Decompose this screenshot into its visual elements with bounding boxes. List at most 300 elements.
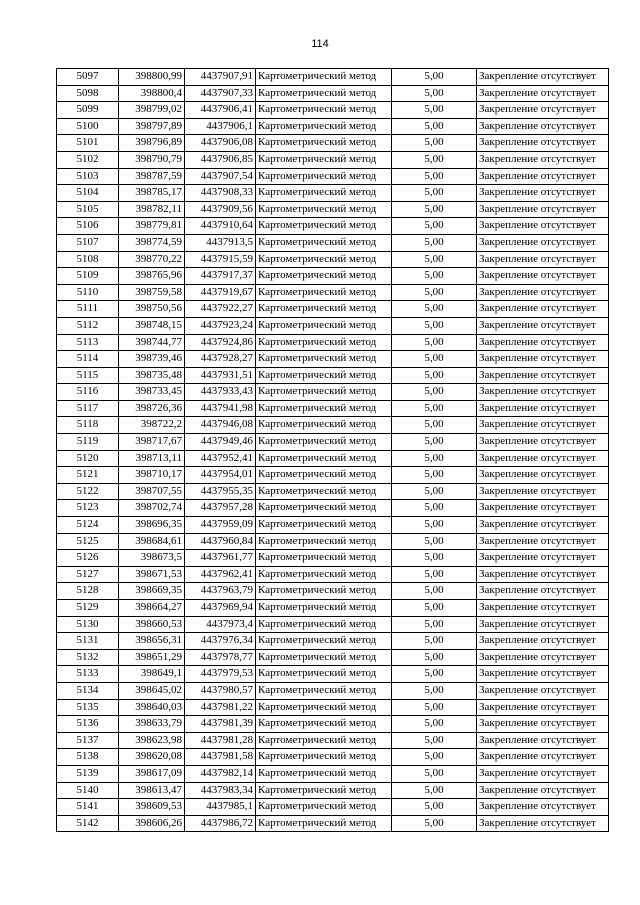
y-coordinate-cell: 4437946,08 [185, 417, 256, 434]
fixing-cell: Закрепление отсутствует [477, 317, 609, 334]
method-cell: Картометрический метод [256, 716, 392, 733]
accuracy-cell: 5,00 [392, 799, 477, 816]
x-coordinate-cell: 398735,48 [119, 367, 185, 384]
y-coordinate-cell: 4437907,33 [185, 85, 256, 102]
point-number-cell: 5112 [57, 317, 119, 334]
accuracy-cell: 5,00 [392, 483, 477, 500]
x-coordinate-cell: 398722,2 [119, 417, 185, 434]
table-row [57, 765, 609, 782]
method-cell: Картометрический метод [256, 284, 392, 301]
table-row [57, 334, 609, 351]
table-row [57, 85, 609, 102]
point-number-cell: 5122 [57, 483, 119, 500]
y-coordinate-cell: 4437969,94 [185, 600, 256, 617]
x-coordinate-cell: 398765,96 [119, 268, 185, 285]
fixing-cell: Закрепление отсутствует [477, 566, 609, 583]
method-cell: Картометрический метод [256, 384, 392, 401]
fixing-cell: Закрепление отсутствует [477, 583, 609, 600]
table-row [57, 633, 609, 650]
x-coordinate-cell: 398759,58 [119, 284, 185, 301]
fixing-cell: Закрепление отсутствует [477, 384, 609, 401]
accuracy-cell: 5,00 [392, 500, 477, 517]
table-row [57, 616, 609, 633]
point-number-cell: 5142 [57, 815, 119, 832]
x-coordinate-cell: 398790,79 [119, 151, 185, 168]
y-coordinate-cell: 4437906,08 [185, 135, 256, 152]
x-coordinate-cell: 398669,35 [119, 583, 185, 600]
fixing-cell: Закрепление отсутствует [477, 699, 609, 716]
x-coordinate-cell: 398645,02 [119, 682, 185, 699]
method-cell: Картометрический метод [256, 151, 392, 168]
point-number-cell: 5111 [57, 301, 119, 318]
table-row [57, 483, 609, 500]
point-number-cell: 5103 [57, 168, 119, 185]
method-cell: Картометрический метод [256, 633, 392, 650]
fixing-cell: Закрепление отсутствует [477, 483, 609, 500]
method-cell: Картометрический метод [256, 268, 392, 285]
fixing-cell: Закрепление отсутствует [477, 666, 609, 683]
y-coordinate-cell: 4437928,27 [185, 351, 256, 368]
point-number-cell: 5108 [57, 251, 119, 268]
fixing-cell: Закрепление отсутствует [477, 69, 609, 86]
accuracy-cell: 5,00 [392, 317, 477, 334]
accuracy-cell: 5,00 [392, 467, 477, 484]
y-coordinate-cell: 4437960,84 [185, 533, 256, 550]
point-number-cell: 5133 [57, 666, 119, 683]
table-row [57, 367, 609, 384]
accuracy-cell: 5,00 [392, 815, 477, 832]
accuracy-cell: 5,00 [392, 102, 477, 119]
fixing-cell: Закрепление отсутствует [477, 616, 609, 633]
point-number-cell: 5106 [57, 218, 119, 235]
y-coordinate-cell: 4437981,58 [185, 749, 256, 766]
x-coordinate-cell: 398774,59 [119, 234, 185, 251]
y-coordinate-cell: 4437924,86 [185, 334, 256, 351]
y-coordinate-cell: 4437952,41 [185, 450, 256, 467]
point-number-cell: 5140 [57, 782, 119, 799]
page-number: 114 [311, 38, 329, 50]
accuracy-cell: 5,00 [392, 234, 477, 251]
point-number-cell: 5129 [57, 600, 119, 617]
table-row [57, 467, 609, 484]
fixing-cell: Закрепление отсутствует [477, 732, 609, 749]
fixing-cell: Закрепление отсутствует [477, 799, 609, 816]
method-cell: Картометрический метод [256, 467, 392, 484]
y-coordinate-cell: 4437985,1 [185, 799, 256, 816]
table-body [57, 69, 609, 832]
x-coordinate-cell: 398782,11 [119, 201, 185, 218]
point-number-cell: 5118 [57, 417, 119, 434]
y-coordinate-cell: 4437909,56 [185, 201, 256, 218]
x-coordinate-cell: 398750,56 [119, 301, 185, 318]
table-row [57, 234, 609, 251]
y-coordinate-cell: 4437906,85 [185, 151, 256, 168]
point-number-cell: 5132 [57, 649, 119, 666]
method-cell: Картометрический метод [256, 301, 392, 318]
table-row [57, 400, 609, 417]
x-coordinate-cell: 398640,03 [119, 699, 185, 716]
table-row [57, 69, 609, 86]
accuracy-cell: 5,00 [392, 268, 477, 285]
y-coordinate-cell: 4437959,09 [185, 517, 256, 534]
method-cell: Картометрический метод [256, 334, 392, 351]
table-row [57, 201, 609, 218]
fixing-cell: Закрепление отсутствует [477, 550, 609, 567]
y-coordinate-cell: 4437915,59 [185, 251, 256, 268]
x-coordinate-cell: 398684,61 [119, 533, 185, 550]
x-coordinate-cell: 398660,53 [119, 616, 185, 633]
fixing-cell: Закрепление отсутствует [477, 682, 609, 699]
fixing-cell: Закрепление отсутствует [477, 716, 609, 733]
method-cell: Картометрический метод [256, 400, 392, 417]
point-number-cell: 5098 [57, 85, 119, 102]
method-cell: Картометрический метод [256, 500, 392, 517]
point-number-cell: 5099 [57, 102, 119, 119]
y-coordinate-cell: 4437981,28 [185, 732, 256, 749]
accuracy-cell: 5,00 [392, 749, 477, 766]
point-number-cell: 5128 [57, 583, 119, 600]
point-number-cell: 5130 [57, 616, 119, 633]
accuracy-cell: 5,00 [392, 284, 477, 301]
table-row [57, 517, 609, 534]
table-row [57, 566, 609, 583]
fixing-cell: Закрепление отсутствует [477, 450, 609, 467]
method-cell: Картометрический метод [256, 533, 392, 550]
method-cell: Картометрический метод [256, 583, 392, 600]
accuracy-cell: 5,00 [392, 583, 477, 600]
fixing-cell: Закрепление отсутствует [477, 135, 609, 152]
fixing-cell: Закрепление отсутствует [477, 118, 609, 135]
y-coordinate-cell: 4437913,5 [185, 234, 256, 251]
fixing-cell: Закрепление отсутствует [477, 185, 609, 202]
table-row [57, 682, 609, 699]
y-coordinate-cell: 4437973,4 [185, 616, 256, 633]
y-coordinate-cell: 4437981,22 [185, 699, 256, 716]
table-row [57, 782, 609, 799]
accuracy-cell: 5,00 [392, 517, 477, 534]
x-coordinate-cell: 398796,89 [119, 135, 185, 152]
y-coordinate-cell: 4437982,14 [185, 765, 256, 782]
method-cell: Картометрический метод [256, 367, 392, 384]
x-coordinate-cell: 398787,59 [119, 168, 185, 185]
x-coordinate-cell: 398617,09 [119, 765, 185, 782]
y-coordinate-cell: 4437949,46 [185, 434, 256, 451]
fixing-cell: Закрепление отсутствует [477, 467, 609, 484]
fixing-cell: Закрепление отсутствует [477, 500, 609, 517]
accuracy-cell: 5,00 [392, 600, 477, 617]
y-coordinate-cell: 4437941,98 [185, 400, 256, 417]
y-coordinate-cell: 4437919,67 [185, 284, 256, 301]
table-row [57, 135, 609, 152]
accuracy-cell: 5,00 [392, 301, 477, 318]
accuracy-cell: 5,00 [392, 566, 477, 583]
x-coordinate-cell: 398613,47 [119, 782, 185, 799]
point-number-cell: 5114 [57, 351, 119, 368]
table-row [57, 583, 609, 600]
table-row [57, 550, 609, 567]
y-coordinate-cell: 4437933,43 [185, 384, 256, 401]
x-coordinate-cell: 398800,99 [119, 69, 185, 86]
accuracy-cell: 5,00 [392, 732, 477, 749]
y-coordinate-cell: 4437955,35 [185, 483, 256, 500]
method-cell: Картометрический метод [256, 799, 392, 816]
y-coordinate-cell: 4437963,79 [185, 583, 256, 600]
fixing-cell: Закрепление отсутствует [477, 218, 609, 235]
point-number-cell: 5105 [57, 201, 119, 218]
accuracy-cell: 5,00 [392, 185, 477, 202]
x-coordinate-cell: 398733,45 [119, 384, 185, 401]
point-number-cell: 5138 [57, 749, 119, 766]
table-row [57, 799, 609, 816]
point-number-cell: 5137 [57, 732, 119, 749]
y-coordinate-cell: 4437954,01 [185, 467, 256, 484]
fixing-cell: Закрепление отсутствует [477, 268, 609, 285]
accuracy-cell: 5,00 [392, 450, 477, 467]
accuracy-cell: 5,00 [392, 168, 477, 185]
fixing-cell: Закрепление отсутствует [477, 201, 609, 218]
point-number-cell: 5121 [57, 467, 119, 484]
point-number-cell: 5139 [57, 765, 119, 782]
x-coordinate-cell: 398779,81 [119, 218, 185, 235]
y-coordinate-cell: 4437976,34 [185, 633, 256, 650]
point-number-cell: 5097 [57, 69, 119, 86]
table-row [57, 351, 609, 368]
fixing-cell: Закрепление отсутствует [477, 351, 609, 368]
x-coordinate-cell: 398800,4 [119, 85, 185, 102]
table-row [57, 102, 609, 119]
fixing-cell: Закрепление отсутствует [477, 151, 609, 168]
point-number-cell: 5125 [57, 533, 119, 550]
point-number-cell: 5136 [57, 716, 119, 733]
method-cell: Картометрический метод [256, 85, 392, 102]
method-cell: Картометрический метод [256, 118, 392, 135]
accuracy-cell: 5,00 [392, 434, 477, 451]
accuracy-cell: 5,00 [392, 201, 477, 218]
x-coordinate-cell: 398797,89 [119, 118, 185, 135]
fixing-cell: Закрепление отсутствует [477, 85, 609, 102]
point-number-cell: 5109 [57, 268, 119, 285]
point-number-cell: 5135 [57, 699, 119, 716]
point-number-cell: 5119 [57, 434, 119, 451]
method-cell: Картометрический метод [256, 517, 392, 534]
method-cell: Картометрический метод [256, 749, 392, 766]
table-row [57, 699, 609, 716]
y-coordinate-cell: 4437917,37 [185, 268, 256, 285]
method-cell: Картометрический метод [256, 483, 392, 500]
fixing-cell: Закрепление отсутствует [477, 168, 609, 185]
fixing-cell: Закрепление отсутствует [477, 301, 609, 318]
method-cell: Картометрический метод [256, 218, 392, 235]
x-coordinate-cell: 398739,46 [119, 351, 185, 368]
table-row [57, 600, 609, 617]
method-cell: Картометрический метод [256, 135, 392, 152]
method-cell: Картометрический метод [256, 782, 392, 799]
method-cell: Картометрический метод [256, 234, 392, 251]
table-row [57, 384, 609, 401]
y-coordinate-cell: 4437922,27 [185, 301, 256, 318]
point-number-cell: 5102 [57, 151, 119, 168]
accuracy-cell: 5,00 [392, 682, 477, 699]
method-cell: Картометрический метод [256, 351, 392, 368]
fixing-cell: Закрепление отсутствует [477, 600, 609, 617]
x-coordinate-cell: 398649,1 [119, 666, 185, 683]
x-coordinate-cell: 398609,53 [119, 799, 185, 816]
x-coordinate-cell: 398770,22 [119, 251, 185, 268]
accuracy-cell: 5,00 [392, 334, 477, 351]
x-coordinate-cell: 398656,31 [119, 633, 185, 650]
x-coordinate-cell: 398673,5 [119, 550, 185, 567]
accuracy-cell: 5,00 [392, 85, 477, 102]
table-row [57, 317, 609, 334]
fixing-cell: Закрепление отсутствует [477, 633, 609, 650]
method-cell: Картометрический метод [256, 765, 392, 782]
table-row [57, 749, 609, 766]
accuracy-cell: 5,00 [392, 782, 477, 799]
fixing-cell: Закрепление отсутствует [477, 434, 609, 451]
method-cell: Картометрический метод [256, 732, 392, 749]
table-row [57, 533, 609, 550]
x-coordinate-cell: 398748,15 [119, 317, 185, 334]
accuracy-cell: 5,00 [392, 550, 477, 567]
x-coordinate-cell: 398620,08 [119, 749, 185, 766]
point-number-cell: 5131 [57, 633, 119, 650]
method-cell: Картометрический метод [256, 699, 392, 716]
y-coordinate-cell: 4437979,53 [185, 666, 256, 683]
x-coordinate-cell: 398799,02 [119, 102, 185, 119]
x-coordinate-cell: 398744,77 [119, 334, 185, 351]
table-row [57, 450, 609, 467]
accuracy-cell: 5,00 [392, 384, 477, 401]
accuracy-cell: 5,00 [392, 69, 477, 86]
x-coordinate-cell: 398717,67 [119, 434, 185, 451]
fixing-cell: Закрепление отсутствует [477, 334, 609, 351]
x-coordinate-cell: 398702,74 [119, 500, 185, 517]
accuracy-cell: 5,00 [392, 400, 477, 417]
table-row [57, 500, 609, 517]
table-row [57, 649, 609, 666]
fixing-cell: Закрепление отсутствует [477, 102, 609, 119]
method-cell: Картометрический метод [256, 815, 392, 832]
point-number-cell: 5120 [57, 450, 119, 467]
fixing-cell: Закрепление отсутствует [477, 251, 609, 268]
accuracy-cell: 5,00 [392, 616, 477, 633]
accuracy-cell: 5,00 [392, 118, 477, 135]
x-coordinate-cell: 398707,55 [119, 483, 185, 500]
fixing-cell: Закрепление отсутствует [477, 815, 609, 832]
x-coordinate-cell: 398664,27 [119, 600, 185, 617]
table-row [57, 268, 609, 285]
table-row [57, 118, 609, 135]
table-row [57, 417, 609, 434]
method-cell: Картометрический метод [256, 251, 392, 268]
y-coordinate-cell: 4437961,77 [185, 550, 256, 567]
table-row [57, 251, 609, 268]
accuracy-cell: 5,00 [392, 367, 477, 384]
accuracy-cell: 5,00 [392, 417, 477, 434]
y-coordinate-cell: 4437986,72 [185, 815, 256, 832]
point-number-cell: 5116 [57, 384, 119, 401]
accuracy-cell: 5,00 [392, 151, 477, 168]
y-coordinate-cell: 4437981,39 [185, 716, 256, 733]
method-cell: Картометрический метод [256, 168, 392, 185]
point-number-cell: 5110 [57, 284, 119, 301]
fixing-cell: Закрепление отсутствует [477, 517, 609, 534]
accuracy-cell: 5,00 [392, 649, 477, 666]
method-cell: Картометрический метод [256, 566, 392, 583]
table-row [57, 301, 609, 318]
accuracy-cell: 5,00 [392, 716, 477, 733]
y-coordinate-cell: 4437957,28 [185, 500, 256, 517]
fixing-cell: Закрепление отсутствует [477, 234, 609, 251]
fixing-cell: Закрепление отсутствует [477, 749, 609, 766]
fixing-cell: Закрепление отсутствует [477, 400, 609, 417]
fixing-cell: Закрепление отсутствует [477, 649, 609, 666]
point-number-cell: 5123 [57, 500, 119, 517]
accuracy-cell: 5,00 [392, 699, 477, 716]
accuracy-cell: 5,00 [392, 351, 477, 368]
accuracy-cell: 5,00 [392, 633, 477, 650]
point-number-cell: 5104 [57, 185, 119, 202]
table-row [57, 434, 609, 451]
y-coordinate-cell: 4437923,24 [185, 317, 256, 334]
y-coordinate-cell: 4437908,33 [185, 185, 256, 202]
accuracy-cell: 5,00 [392, 765, 477, 782]
accuracy-cell: 5,00 [392, 533, 477, 550]
accuracy-cell: 5,00 [392, 251, 477, 268]
point-number-cell: 5126 [57, 550, 119, 567]
table-row [57, 168, 609, 185]
method-cell: Картометрический метод [256, 69, 392, 86]
y-coordinate-cell: 4437983,34 [185, 782, 256, 799]
method-cell: Картометрический метод [256, 616, 392, 633]
point-number-cell: 5100 [57, 118, 119, 135]
table-row [57, 151, 609, 168]
y-coordinate-cell: 4437980,57 [185, 682, 256, 699]
method-cell: Картометрический метод [256, 417, 392, 434]
x-coordinate-cell: 398606,26 [119, 815, 185, 832]
table-row [57, 815, 609, 832]
point-number-cell: 5117 [57, 400, 119, 417]
point-number-cell: 5101 [57, 135, 119, 152]
point-number-cell: 5134 [57, 682, 119, 699]
y-coordinate-cell: 4437962,41 [185, 566, 256, 583]
table-row [57, 218, 609, 235]
y-coordinate-cell: 4437931,51 [185, 367, 256, 384]
y-coordinate-cell: 4437907,91 [185, 69, 256, 86]
method-cell: Картометрический метод [256, 185, 392, 202]
table-row [57, 284, 609, 301]
y-coordinate-cell: 4437906,41 [185, 102, 256, 119]
point-number-cell: 5141 [57, 799, 119, 816]
table-row [57, 732, 609, 749]
method-cell: Картометрический метод [256, 682, 392, 699]
method-cell: Картометрический метод [256, 666, 392, 683]
method-cell: Картометрический метод [256, 649, 392, 666]
x-coordinate-cell: 398651,29 [119, 649, 185, 666]
x-coordinate-cell: 398713,11 [119, 450, 185, 467]
point-number-cell: 5107 [57, 234, 119, 251]
accuracy-cell: 5,00 [392, 218, 477, 235]
table-row [57, 666, 609, 683]
x-coordinate-cell: 398623,98 [119, 732, 185, 749]
x-coordinate-cell: 398671,53 [119, 566, 185, 583]
method-cell: Картометрический метод [256, 600, 392, 617]
fixing-cell: Закрепление отсутствует [477, 533, 609, 550]
method-cell: Картометрический метод [256, 102, 392, 119]
x-coordinate-cell: 398696,35 [119, 517, 185, 534]
fixing-cell: Закрепление отсутствует [477, 765, 609, 782]
point-number-cell: 5127 [57, 566, 119, 583]
